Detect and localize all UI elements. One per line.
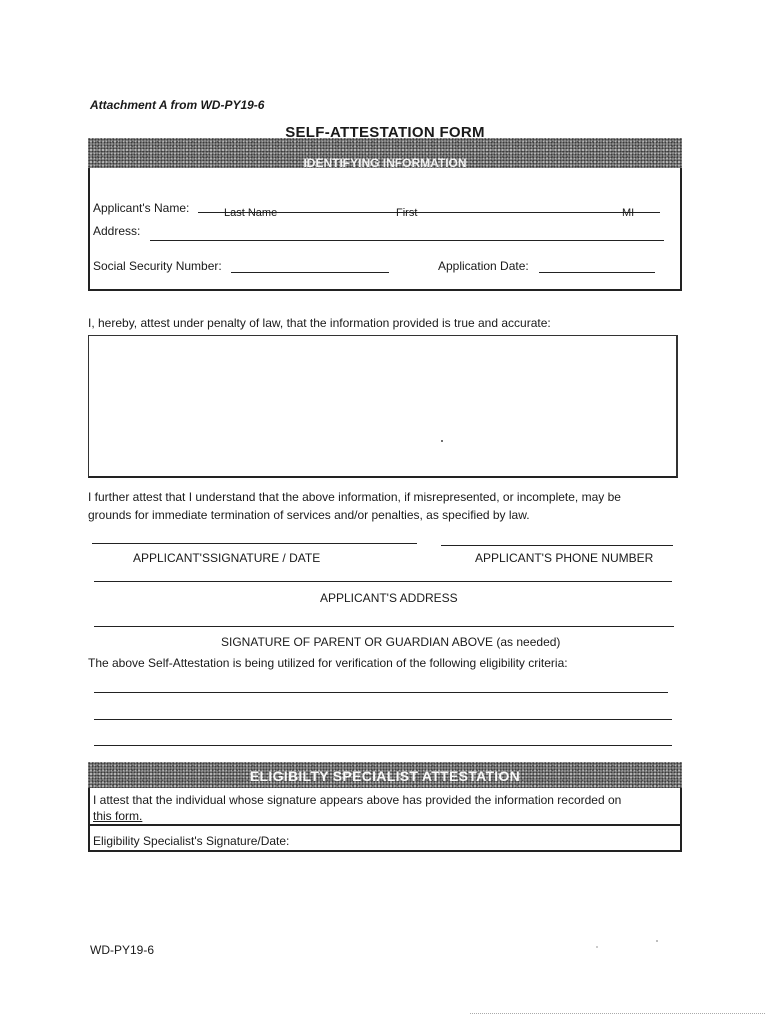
specialist-statement-line1: I attest that the individual whose signature appears above has provided the information recorded on <box>93 793 622 807</box>
scan-edge-artifact <box>470 1013 765 1014</box>
applicant-signature-line[interactable] <box>92 543 417 544</box>
attest-statement: I, hereby, attest under penalty of law, that the information provided is true and accurate: <box>88 316 551 330</box>
specialist-statement-line2: this form. <box>93 809 143 823</box>
first-name-hint: First <box>396 207 418 219</box>
address-field[interactable] <box>150 240 664 241</box>
further-attest-line1: I further attest that I understand that the above information, if misrepresented, or incomplete, may be <box>88 490 621 504</box>
eligibility-criteria-text: The above Self-Attestation is being utilized for verification of the following eligibility criteria: <box>88 656 568 670</box>
identifying-info-header-text: IDENTIFYING INFORMATION <box>303 156 467 168</box>
applicant-address-line[interactable] <box>94 581 672 582</box>
footer-code: WD-PY19-6 <box>90 943 155 957</box>
parent-signature-label: SIGNATURE OF PARENT OR GUARDIAN ABOVE (as needed) <box>221 635 561 649</box>
attestation-text-box[interactable] <box>88 335 678 478</box>
ssn-field[interactable] <box>231 272 389 273</box>
further-attest-line2: grounds for immediate termination of services and/or penalties, as specified by law. <box>88 508 530 522</box>
specialist-divider <box>88 824 682 826</box>
criteria-line-1[interactable] <box>94 692 668 693</box>
criteria-line-3[interactable] <box>94 745 672 746</box>
applicant-signature-label: APPLICANT'SSIGNATURE / DATE <box>133 551 321 565</box>
parent-signature-line[interactable] <box>94 626 674 627</box>
application-date-label: Application Date: <box>438 259 529 273</box>
form-title: SELF-ATTESTATION FORM <box>285 124 485 141</box>
specialist-signature-label: Eligibility Specialist's Signature/Date: <box>93 834 290 848</box>
specialist-header-text: ELIGIBILTY SPECIALIST ATTESTATION <box>249 768 521 784</box>
address-label: Address: <box>93 224 141 238</box>
attachment-label: Attachment A from WD-PY19-6 <box>90 98 265 112</box>
scan-speck <box>441 440 443 442</box>
ssn-label: Social Security Number: <box>93 259 222 273</box>
criteria-line-2[interactable] <box>94 719 672 720</box>
applicant-name-label: Applicant's Name: <box>93 201 190 215</box>
scan-speck <box>656 940 658 942</box>
applicant-phone-line[interactable] <box>441 545 673 546</box>
middle-initial-hint: MI <box>622 207 635 219</box>
applicant-address-label: APPLICANT'S ADDRESS <box>320 591 458 605</box>
application-date-field[interactable] <box>539 272 655 273</box>
scan-speck <box>596 946 598 948</box>
applicant-phone-label: APPLICANT'S PHONE NUMBER <box>475 551 654 565</box>
last-name-hint: Last Name <box>224 207 278 219</box>
